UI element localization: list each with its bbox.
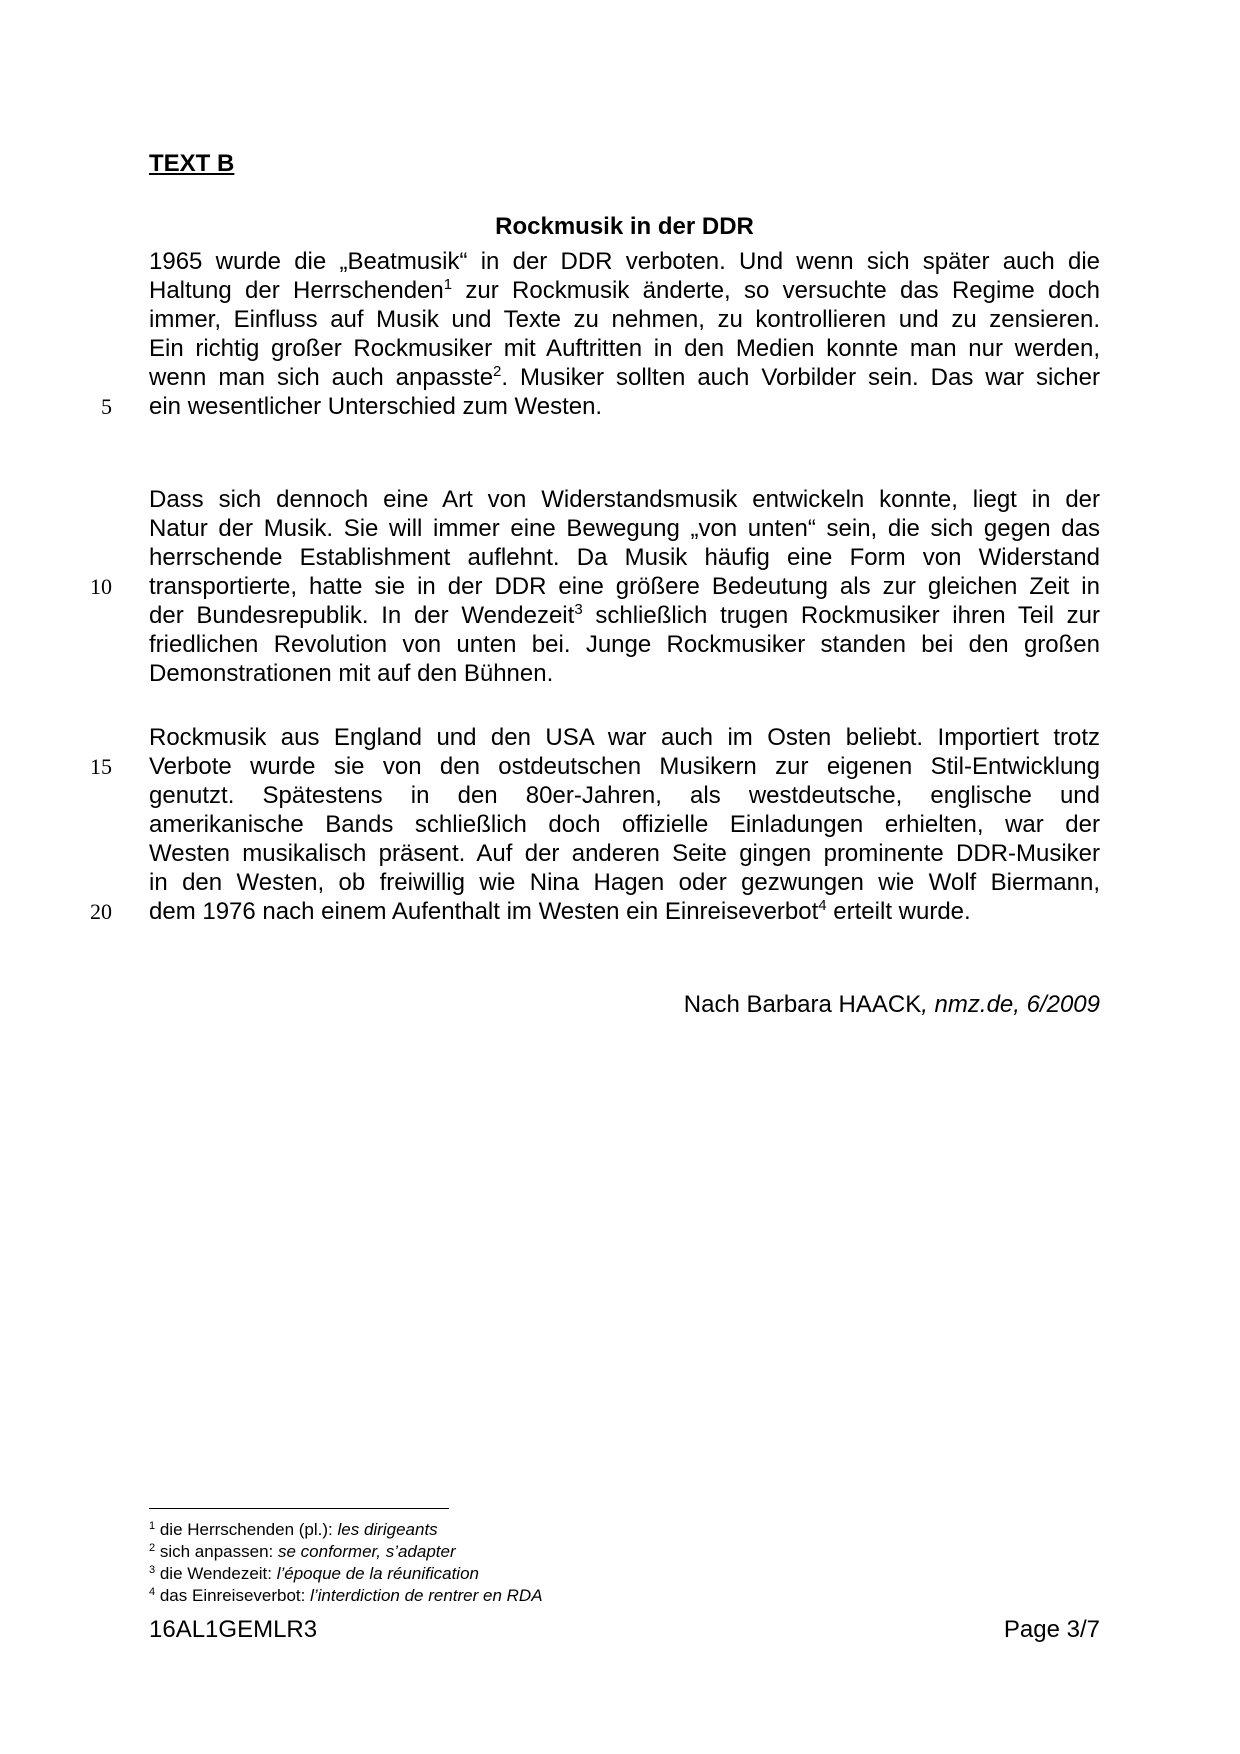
source-attribution [149,990,1100,1019]
text-line: der Bundesrepublik. In der Wendezeit$^3$ schließlich trugen Rockmusiker ihren Teil zur [149,601,1100,629]
text-line: Dass sich dennoch eine Art von Widerstandsmusik entwickeln konnte, liegt in der [149,486,1100,513]
source-author: Nach Barbara HAACK [683,991,922,1018]
line-number-15: 15 [90,754,112,779]
paragraph-3 [149,723,1100,926]
footnote-separator [149,1508,449,1509]
footnote-ref: 1 [443,276,453,293]
text-line: wenn man sich auch anpasste$^2$. Musiker sollten auch Vorbilder sein. Das war sicher [149,363,1100,391]
paragraph-1 [149,247,1100,421]
text-line: Natur der Musik. Sie will immer eine Bewegung „von unten“ sein, die sich gegen das [149,515,1100,542]
footnote: $^4$ das Einreiseverbot: l’interdiction de rentrer en RDA [149,1586,543,1605]
text-line: herrschende Establishment auflehnt. Da Musik häufig eine Form von Widerstand [149,544,1100,571]
text-line: Ein richtig großer Rockmusiker mit Auftritten in den Medien konnte man nur werden, [149,335,1100,362]
section-label: TEXT B [149,150,235,177]
footnote-ref: 2 [493,363,502,380]
paragraph-2 [149,485,1100,688]
text-line: dem 1976 nach einem Aufenthalt im Westen ein Einreiseverbot$^4$ erteilt wurde. [149,897,971,925]
text-line: Haltung der Herrschenden$^1$ zur Rockmusik änderte, so versuchte das Regime doch [149,276,1101,304]
page-footer [149,1614,1100,1646]
line-number-10: 10 [90,574,112,599]
text-line: ein wesentlicher Unterschied zum Westen. [149,393,603,420]
text-line: amerikanische Bands schließlich doch offizielle Einladungen erhielten, war der [149,811,1100,838]
footnote-ref: 4 [818,897,827,914]
document-code: 16AL1GEMLR3 [149,1616,318,1643]
text-line: transportierte, hatte sie in der DDR eine größere Bedeutung als zur gleichen Zeit in [149,573,1100,600]
text-line: friedlichen Revolution von unten bei. Junge Rockmusiker standen bei den großen [149,631,1100,658]
text-line: in den Westen, ob freiwillig wie Nina Hagen oder gezwungen wie Wolf Biermann, [149,869,1100,896]
text-line: immer, Einfluss auf Musik und Texte zu nehmen, zu kontrollieren und zu zensieren. [149,306,1100,333]
text-line: genutzt. Spätestens in den 80er-Jahren, als westdeutsche, englische und [149,782,1100,809]
footnotes [149,1519,1100,1607]
text-line: Rockmusik aus England und den USA war auch im Osten beliebt. Importiert trotz [149,724,1100,751]
source-publication: , nmz.de, 6/2009 [921,991,1100,1018]
text-line: Westen musikalisch präsent. Auf der anderen Seite gingen prominente DDR-Musiker [149,840,1100,867]
footnote: $^1$ die Herrschenden (pl.): les dirigeants [149,1520,438,1539]
text-line: Demonstrationen mit auf den Bühnen. [149,660,554,687]
article-title: Rockmusik in der DDR [495,213,754,240]
footnote-ref: 3 [574,601,583,618]
line-number-20: 20 [90,899,112,924]
text-line: Verbote wurde sie von den ostdeutschen Musikern zur eigenen Stil-Entwicklung [149,753,1100,780]
page-number: Page 3/7 [1003,1616,1100,1643]
line-number-5: 5 [101,394,112,419]
footnote: $^2$ sich anpassen: se conformer, s’adapter [149,1542,456,1561]
footnote: $^3$ die Wendezeit: l’époque de la réunification [149,1564,479,1583]
text-line: 1965 wurde die „Beatmusik“ in der DDR verboten. Und wenn sich später auch die [149,248,1100,275]
